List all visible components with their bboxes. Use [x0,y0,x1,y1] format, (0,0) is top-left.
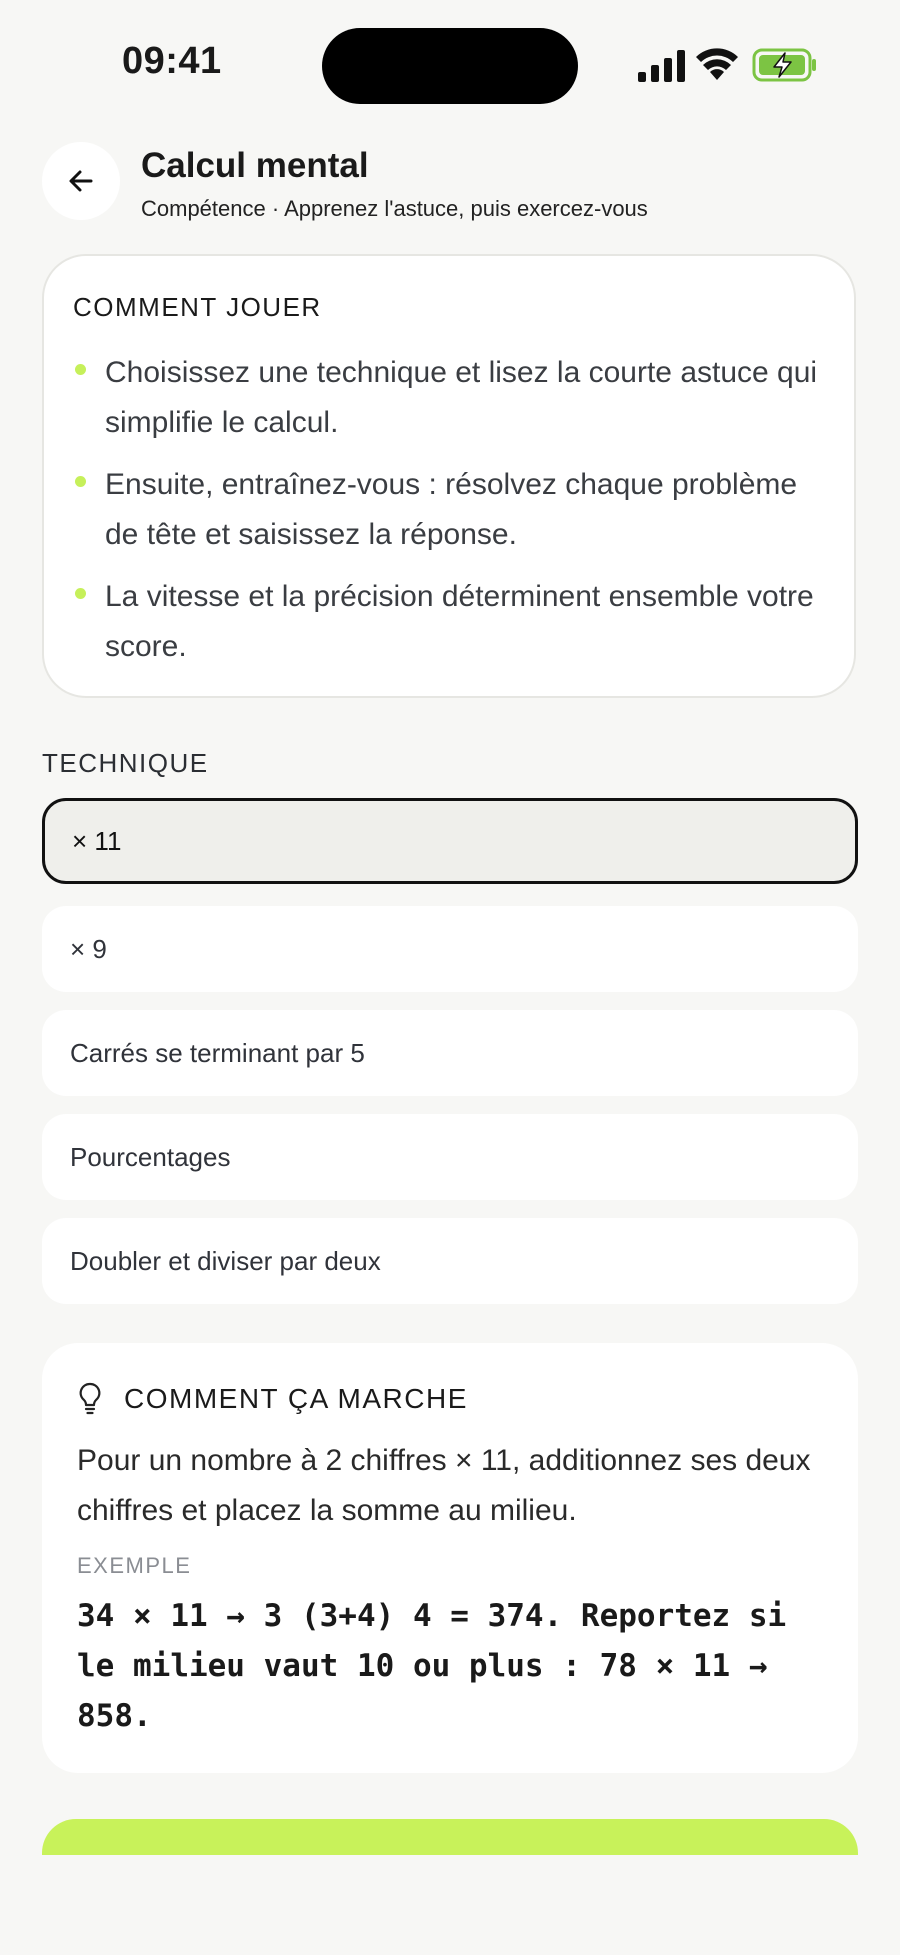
cellular-signal-icon [638,50,686,82]
technique-option-double-halve[interactable] [42,1218,858,1304]
list-item [73,460,833,560]
list-item [73,572,833,672]
list-item [73,348,833,448]
technique-option-times-11[interactable] [42,798,858,884]
page-title: Calcul mental [141,146,369,185]
status-time: 09:41 [122,40,222,82]
technique-option-times-9[interactable] [42,906,858,992]
technique-option-label: × 11 [72,825,122,856]
list-item-text: Ensuite, entraînez-vous : résolvez chaque problème de tête et saisissez la réponse. [105,468,798,551]
technique-option-label: Doubler et diviser par deux [70,1245,381,1276]
technique-option-label: × 9 [70,933,107,964]
how-to-play-list [73,348,833,684]
technique-option-label: Pourcentages [70,1141,231,1172]
how-it-works-card [42,1343,858,1773]
technique-option-squares-ending-5[interactable] [42,1010,858,1096]
arrow-left-icon [65,165,97,197]
list-item-text: Choisissez une technique et lisez la courte astuce qui simplifie le calcul. [105,356,818,439]
technique-option-percentages[interactable] [42,1114,858,1200]
how-to-play-card [42,254,856,698]
bullet-dot-icon [75,364,86,375]
bullet-dot-icon [75,476,86,487]
page-subtitle: Compétence · Apprenez l'astuce, puis exercez-vous [141,196,648,221]
page-header [0,140,900,230]
back-button[interactable] [42,142,120,220]
battery-charging-icon [752,48,818,82]
dynamic-island [322,28,578,104]
status-bar [0,0,900,130]
list-item-text: La vitesse et la précision déterminent ensemble votre score. [105,580,814,663]
example-label: EXEMPLE [77,1553,192,1578]
how-it-works-title: COMMENT ÇA MARCHE [124,1383,468,1414]
example-text: 34 × 11 → 3 (3+4) 4 = 374. Reportez si le milieu vaut 10 ou plus : 78 × 11 → 858. [77,1598,787,1734]
bullet-dot-icon [75,588,86,599]
how-it-works-text: Pour un nombre à 2 chiffres × 11, additionnez ses deux chiffres et placez la somme au milieu. [77,1444,811,1527]
wifi-icon [695,46,739,82]
technique-section-label: TECHNIQUE [42,748,209,778]
how-to-play-title: COMMENT JOUER [73,292,322,322]
technique-option-label: Carrés se terminant par 5 [70,1037,365,1068]
start-practice-button[interactable] [42,1819,858,1855]
lightbulb-icon [77,1381,103,1415]
